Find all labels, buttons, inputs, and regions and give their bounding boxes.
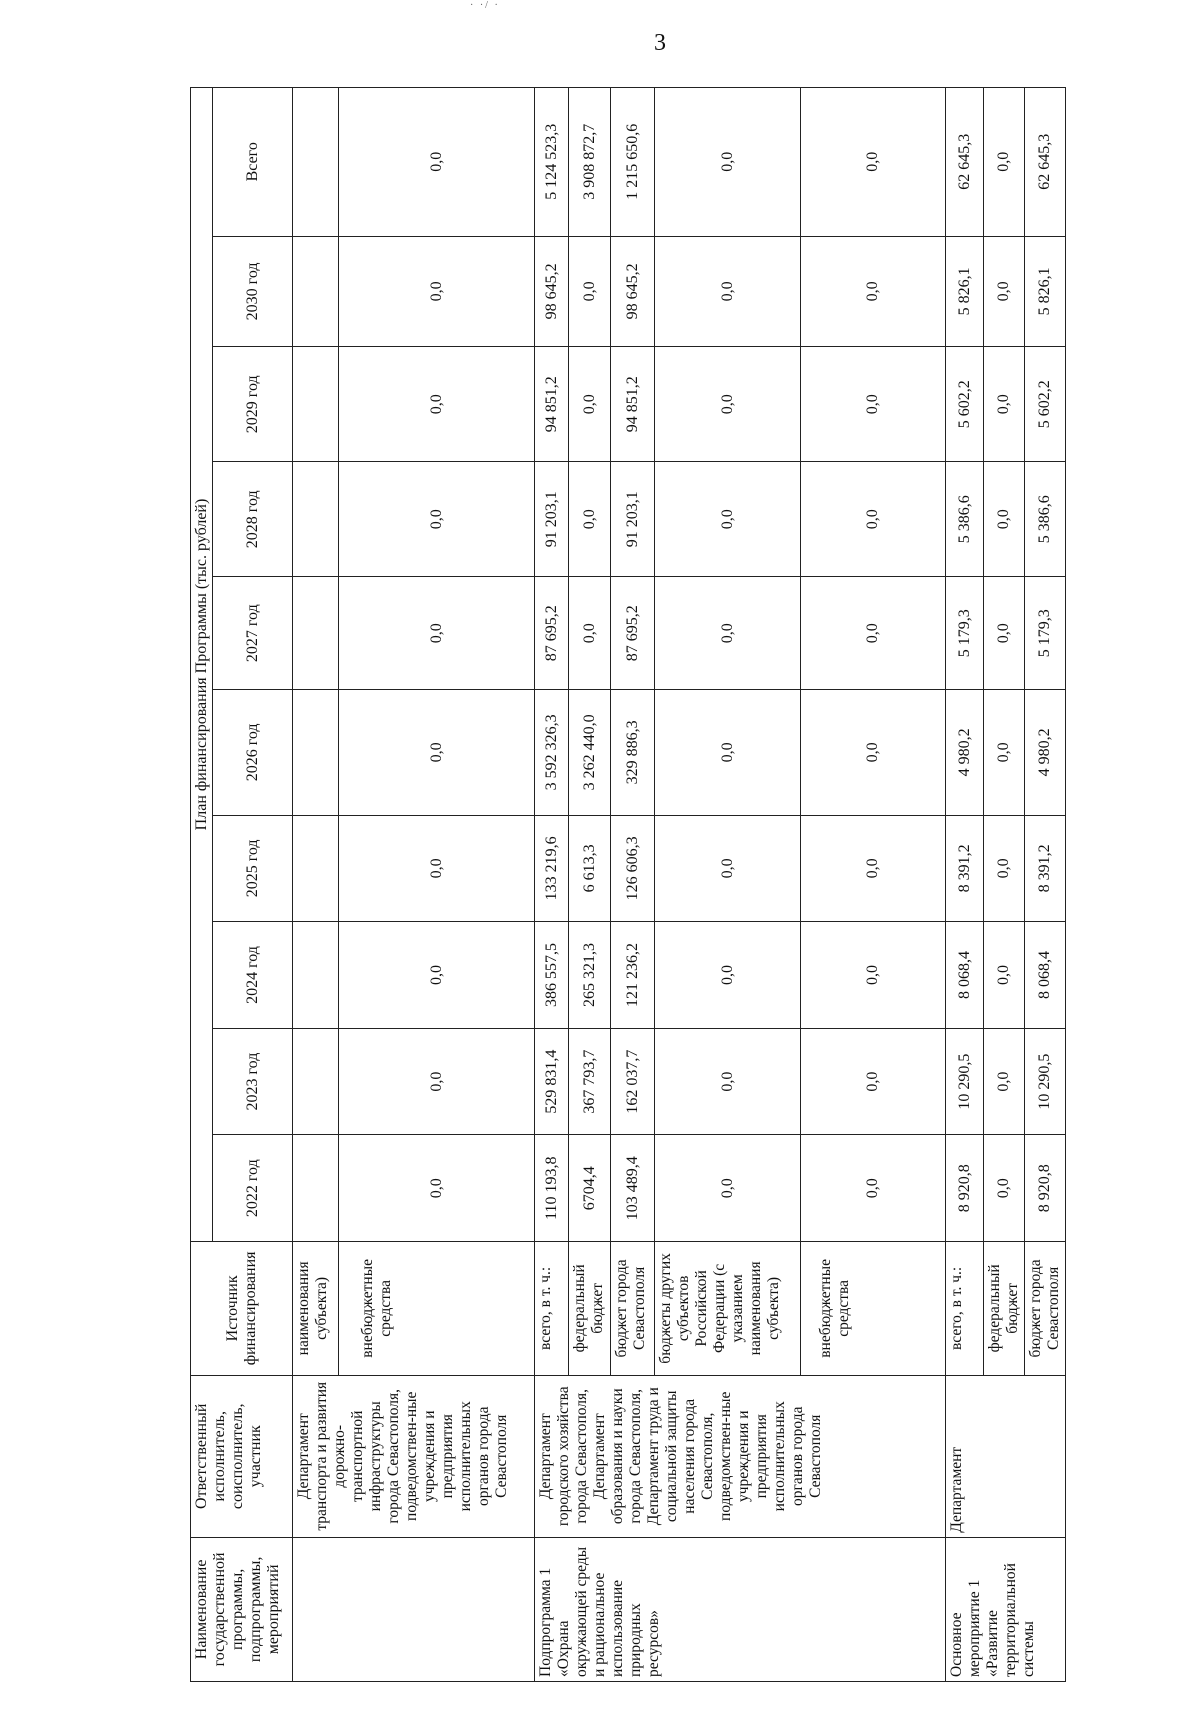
source-cell: всего, в т. ч.: bbox=[535, 1241, 569, 1375]
value-cell: 0,0 bbox=[984, 815, 1025, 922]
header-year: 2022 год bbox=[213, 1135, 293, 1242]
header-year: 2024 год bbox=[213, 922, 293, 1029]
value-cell: 62 645,3 bbox=[1025, 88, 1066, 237]
value-cell: 0,0 bbox=[339, 88, 535, 237]
value-cell bbox=[293, 88, 339, 237]
value-cell: 162 037,7 bbox=[611, 1028, 655, 1135]
header-year: 2028 год bbox=[213, 462, 293, 577]
value-cell: 8 068,4 bbox=[946, 922, 984, 1029]
value-cell: 0,0 bbox=[801, 88, 946, 237]
source-cell: наименования субъекта) bbox=[293, 1241, 339, 1375]
value-cell: 103 489,4 bbox=[611, 1135, 655, 1242]
value-cell: 0,0 bbox=[655, 815, 801, 922]
header-year: 2026 год bbox=[213, 690, 293, 815]
value-cell: 91 203,1 bbox=[535, 462, 569, 577]
value-cell: 8 920,8 bbox=[1025, 1135, 1066, 1242]
value-cell: 121 236,2 bbox=[611, 922, 655, 1029]
value-cell: 0,0 bbox=[339, 577, 535, 690]
value-cell: 0,0 bbox=[984, 236, 1025, 347]
value-cell: 5 826,1 bbox=[946, 236, 984, 347]
value-cell: 0,0 bbox=[655, 236, 801, 347]
value-cell: 94 851,2 bbox=[611, 347, 655, 462]
value-cell: 1 215 650,6 bbox=[611, 88, 655, 237]
value-cell: 265 321,3 bbox=[569, 922, 611, 1029]
value-cell bbox=[293, 690, 339, 815]
value-cell: 3 262 440,0 bbox=[569, 690, 611, 815]
value-cell: 5 386,6 bbox=[946, 462, 984, 577]
value-cell: 6704,4 bbox=[569, 1135, 611, 1242]
value-cell: 386 557,5 bbox=[535, 922, 569, 1029]
value-cell: 5 179,3 bbox=[946, 577, 984, 690]
source-cell: бюджет города Севастополя bbox=[611, 1241, 655, 1375]
value-cell: 0,0 bbox=[339, 347, 535, 462]
header-year: 2030 год bbox=[213, 236, 293, 347]
value-cell: 62 645,3 bbox=[946, 88, 984, 237]
value-cell: 0,0 bbox=[655, 922, 801, 1029]
value-cell: 0,0 bbox=[655, 88, 801, 237]
header-executor: Ответственный исполнитель, соисполнитель, участник bbox=[191, 1375, 293, 1537]
value-cell: 0,0 bbox=[655, 462, 801, 577]
header-source: Источник финансирования bbox=[191, 1241, 293, 1375]
header-row-top bbox=[191, 88, 213, 1682]
value-cell: 5 386,6 bbox=[1025, 462, 1066, 577]
value-cell: 0,0 bbox=[655, 577, 801, 690]
value-cell: 329 886,3 bbox=[611, 690, 655, 815]
value-cell: 0,0 bbox=[801, 815, 946, 922]
value-cell: 0,0 bbox=[339, 236, 535, 347]
value-cell: 94 851,2 bbox=[535, 347, 569, 462]
value-cell: 8 920,8 bbox=[946, 1135, 984, 1242]
value-cell bbox=[293, 577, 339, 690]
value-cell: 5 124 523,3 bbox=[535, 88, 569, 237]
value-cell: 0,0 bbox=[569, 462, 611, 577]
value-cell: 0,0 bbox=[984, 577, 1025, 690]
value-cell: 91 203,1 bbox=[611, 462, 655, 577]
value-cell: 0,0 bbox=[801, 1028, 946, 1135]
source-cell: бюджет города Севастополя bbox=[1025, 1241, 1066, 1375]
table-row bbox=[293, 88, 339, 1682]
value-cell: 8 391,2 bbox=[1025, 815, 1066, 922]
value-cell: 10 290,5 bbox=[946, 1028, 984, 1135]
value-cell: 3 908 872,7 bbox=[569, 88, 611, 237]
value-cell bbox=[293, 1135, 339, 1242]
executor-cell: Департамент bbox=[946, 1375, 1066, 1537]
header-total: Всего bbox=[213, 88, 293, 237]
program-name-cell: Подпрограмма 1 «Охрана окружающей среды и рациональное использование природных ресурсов» bbox=[535, 1537, 946, 1681]
value-cell bbox=[293, 236, 339, 347]
value-cell: 0,0 bbox=[984, 347, 1025, 462]
value-cell bbox=[293, 922, 339, 1029]
financing-table bbox=[190, 87, 1066, 1682]
value-cell: 6 613,3 bbox=[569, 815, 611, 922]
value-cell: 0,0 bbox=[569, 347, 611, 462]
value-cell: 0,0 bbox=[339, 1028, 535, 1135]
executor-cell: Департамент городского хозяйства города Севастополя, Департамент образования и науки города Севастополя, Департамент труда и социальной защиты населения города Севастополя, подведомствен-ные учреждения и предприятия исполнительных органов города Севастополя bbox=[535, 1375, 946, 1537]
value-cell: 8 068,4 bbox=[1025, 922, 1066, 1029]
table-row bbox=[946, 88, 984, 1682]
value-cell: 0,0 bbox=[655, 1028, 801, 1135]
value-cell: 4 980,2 bbox=[1025, 690, 1066, 815]
value-cell: 126 606,3 bbox=[611, 815, 655, 922]
value-cell bbox=[293, 347, 339, 462]
value-cell: 98 645,2 bbox=[535, 236, 569, 347]
header-year: 2027 год bbox=[213, 577, 293, 690]
value-cell: 0,0 bbox=[801, 690, 946, 815]
source-cell: всего, в т. ч.: bbox=[946, 1241, 984, 1375]
value-cell: 4 980,2 bbox=[946, 690, 984, 815]
header-year: 2025 год bbox=[213, 815, 293, 922]
header-plan-title: План финансирования Программы (тыс. рублей) bbox=[191, 88, 213, 1242]
value-cell: 0,0 bbox=[655, 1135, 801, 1242]
source-cell: внебюджетные средства bbox=[339, 1241, 535, 1375]
table-row bbox=[535, 88, 569, 1682]
value-cell: 0,0 bbox=[339, 922, 535, 1029]
value-cell: 10 290,5 bbox=[1025, 1028, 1066, 1135]
executor-cell: Департамент транспорта и развития дорожно-транспортной инфраструктуры города Севастополя, подведомствен-ные учреждения и предприятия исполнительных органов города Севастополя bbox=[293, 1375, 535, 1537]
value-cell: 0,0 bbox=[984, 922, 1025, 1029]
value-cell: 87 695,2 bbox=[611, 577, 655, 690]
value-cell: 0,0 bbox=[339, 690, 535, 815]
page-number: 3 bbox=[654, 30, 666, 56]
value-cell: 5 602,2 bbox=[946, 347, 984, 462]
program-name-cell bbox=[293, 1537, 535, 1681]
value-cell: 110 193,8 bbox=[535, 1135, 569, 1242]
value-cell: 0,0 bbox=[984, 462, 1025, 577]
value-cell: 0,0 bbox=[339, 815, 535, 922]
value-cell: 5 602,2 bbox=[1025, 347, 1066, 462]
value-cell: 0,0 bbox=[801, 1135, 946, 1242]
value-cell: 529 831,4 bbox=[535, 1028, 569, 1135]
source-cell: федеральный бюджет bbox=[569, 1241, 611, 1375]
value-cell: 0,0 bbox=[801, 922, 946, 1029]
value-cell: 0,0 bbox=[569, 236, 611, 347]
value-cell bbox=[293, 462, 339, 577]
source-cell: внебюджетные средства bbox=[801, 1241, 946, 1375]
source-cell: федеральный бюджет bbox=[984, 1241, 1025, 1375]
value-cell: 0,0 bbox=[655, 347, 801, 462]
header-name: Наименование государственной программы, подпрограммы, мероприятий bbox=[191, 1537, 293, 1681]
program-name-cell: Основное мероприятие 1 «Развитие территориальной системы bbox=[946, 1537, 1066, 1681]
value-cell: 0,0 bbox=[984, 1135, 1025, 1242]
value-cell: 87 695,2 bbox=[535, 577, 569, 690]
value-cell: 0,0 bbox=[339, 1135, 535, 1242]
value-cell: 8 391,2 bbox=[946, 815, 984, 922]
value-cell: 0,0 bbox=[569, 577, 611, 690]
value-cell: 5 826,1 bbox=[1025, 236, 1066, 347]
rotated-table-container bbox=[190, 87, 1070, 1682]
value-cell: 0,0 bbox=[801, 347, 946, 462]
value-cell: 0,0 bbox=[984, 690, 1025, 815]
header-year: 2023 год bbox=[213, 1028, 293, 1135]
value-cell: 0,0 bbox=[984, 1028, 1025, 1135]
value-cell: 0,0 bbox=[339, 462, 535, 577]
header-year: 2029 год bbox=[213, 347, 293, 462]
top-mark: · ·/ · bbox=[470, 0, 500, 11]
value-cell: 3 592 326,3 bbox=[535, 690, 569, 815]
value-cell: 5 179,3 bbox=[1025, 577, 1066, 690]
value-cell: 0,0 bbox=[655, 690, 801, 815]
source-cell: бюджеты других субъектов Российской Федерации (с указанием наименования субъекта) bbox=[655, 1241, 801, 1375]
value-cell: 0,0 bbox=[801, 236, 946, 347]
value-cell bbox=[293, 1028, 339, 1135]
value-cell bbox=[293, 815, 339, 922]
value-cell: 0,0 bbox=[801, 577, 946, 690]
value-cell: 367 793,7 bbox=[569, 1028, 611, 1135]
value-cell: 0,0 bbox=[801, 462, 946, 577]
value-cell: 133 219,6 bbox=[535, 815, 569, 922]
value-cell: 98 645,2 bbox=[611, 236, 655, 347]
value-cell: 0,0 bbox=[984, 88, 1025, 237]
